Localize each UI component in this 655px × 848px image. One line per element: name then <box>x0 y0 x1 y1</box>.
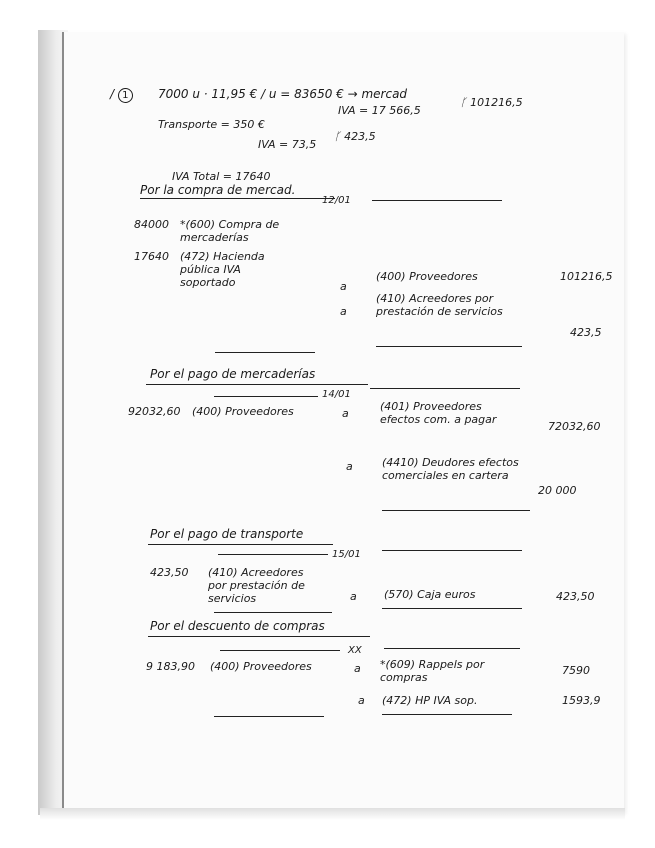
credit-account: (410) Acreedores por prestación de servicios <box>376 292 503 318</box>
total-merc: ᚴ 101216,5 <box>460 96 523 109</box>
calc-line: 7000 u · 11,95 € / u = 83650 € → mercad <box>158 87 408 101</box>
iva-total: IVA Total = 17640 <box>172 170 271 183</box>
debit-amount: 84000 <box>134 218 169 231</box>
total-transport: ᚴ 423,5 <box>334 130 376 143</box>
entry-title: Por el pago de transporte <box>150 527 304 541</box>
credit-prep: a <box>342 407 349 420</box>
credit-account: (570) Caja euros <box>384 588 476 601</box>
date-rule <box>384 648 520 649</box>
date-rule <box>214 396 318 397</box>
debit-account: *(600) Compra de mercaderías <box>180 218 280 244</box>
credit-amount: 72032,60 <box>548 420 601 433</box>
scan-bottom-shadow <box>40 808 625 820</box>
date-rule <box>372 200 502 201</box>
credit-account: (4410) Deudores efectos comerciales en cartera <box>382 456 519 482</box>
title-underline <box>140 198 335 199</box>
title-underline <box>148 636 370 637</box>
date-rule <box>382 550 522 551</box>
entry-title: Por la compra de mercad. <box>140 183 296 197</box>
exercise-number: / 1 <box>110 88 133 103</box>
credit-amount: 423,50 <box>556 590 595 603</box>
iva-transport: IVA = 73,5 <box>258 138 317 151</box>
credit-amount: 423,5 <box>570 326 602 339</box>
credit-account: (401) Proveedores efectos com. a pagar <box>380 400 497 426</box>
credit-prep: a <box>350 590 357 603</box>
debit-amount: 17640 <box>134 250 169 263</box>
debit-amount: 92032,60 <box>128 405 181 418</box>
date-rule <box>220 650 340 651</box>
debit-account: (400) Proveedores <box>210 660 312 673</box>
credit-account: (472) HP IVA sop. <box>382 694 478 707</box>
credit-amount: 20 000 <box>538 484 577 497</box>
entry-date: 14/01 <box>322 389 351 400</box>
entry-end-rule <box>382 714 512 715</box>
debit-account: (400) Proveedores <box>192 405 294 418</box>
credit-prep: a <box>358 694 365 707</box>
entry-end-rule <box>214 716 324 717</box>
entry-title: Por el pago de mercaderías <box>150 367 316 381</box>
entry-date: XX <box>348 645 362 656</box>
credit-amount: 101216,5 <box>560 270 613 283</box>
date-rule <box>370 388 520 389</box>
debit-amount: 9 183,90 <box>146 660 195 673</box>
debit-account: (410) Acreedores por prestación de servicios <box>208 566 305 605</box>
notebook-page <box>62 32 624 812</box>
credit-amount: 7590 <box>562 664 590 677</box>
credit-account: *(609) Rappels por compras <box>380 658 485 684</box>
entry-end-rule <box>214 612 332 613</box>
debit-account: (472) Hacienda pública IVA soportado <box>180 250 265 289</box>
entry-end-rule <box>376 346 522 347</box>
entry-title: Por el descuento de compras <box>150 619 325 633</box>
entry-date: 15/01 <box>332 549 361 560</box>
credit-prep: a <box>346 460 353 473</box>
entry-date: 12/01 <box>322 195 351 206</box>
transport-line: Transporte = 350 € <box>158 118 265 131</box>
date-rule <box>218 554 328 555</box>
credit-prep: a <box>340 305 347 318</box>
credit-prep: a <box>354 662 361 675</box>
title-underline <box>146 384 368 385</box>
title-underline <box>148 544 333 545</box>
credit-amount: 1593,9 <box>562 694 601 707</box>
credit-prep: a <box>340 280 347 293</box>
entry-end-rule <box>215 352 315 353</box>
iva-merc: IVA = 17 566,5 <box>338 104 421 117</box>
debit-amount: 423,50 <box>150 566 189 579</box>
entry-end-rule <box>382 608 522 609</box>
entry-end-rule <box>382 510 530 511</box>
credit-account: (400) Proveedores <box>376 270 478 283</box>
